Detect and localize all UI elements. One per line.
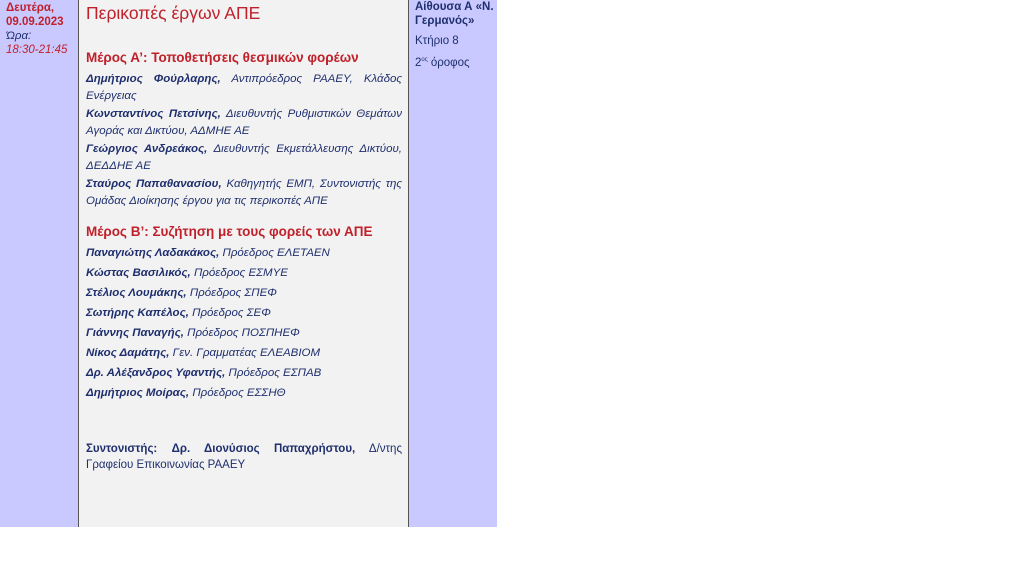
floor-suffix: ος [421,57,428,63]
part-b-title: Μέρος Β’: Συζήτηση με τους φορείς των ΑΠΕ [86,224,373,239]
speaker-role: Πρόεδρος ΕΣΠΑΒ [228,367,322,379]
speaker-item [86,176,402,209]
venue-room: Αίθουσα Α «Ν. Γερμανός» [415,1,494,27]
date-date: 09.09.2023 [6,16,64,28]
speaker-role: Αντιπρόεδρος ΡΑΑΕΥ, Κλάδος Ενέργειας [86,73,402,102]
speaker-role: Πρόεδρος ΕΣΜΥΕ [193,267,288,279]
speaker-item [86,106,402,139]
speaker-name: Γιάννης Παναγής, [86,327,184,339]
program-column [79,0,409,527]
speaker-role: Διευθυντής Εκμετάλλευσης Δικτύου, ΔΕΔΔΗΕ ΑΕ [86,143,402,172]
speaker-role: Γεν. Γραμματέας ΕΛΕΑΒΙΟΜ [172,347,321,359]
time-label: Ώρα: [6,30,32,42]
moderator-label: Συντονιστής: [86,442,158,455]
schedule-table [0,0,497,527]
speaker-name: Σταύρος Παπαθανασίου, [86,178,222,190]
part-b-speakers [86,245,402,402]
floor-label: όροφος [430,56,470,69]
speaker-item [86,71,402,104]
speaker-item [86,385,402,402]
speaker-role: Διευθυντής Ρυθμιστικών Θεμάτων Αγοράς και Δικτύου, ΑΔΜΗΕ ΑΕ [86,108,402,137]
time-value: 18:30-21:45 [6,44,68,56]
speaker-name: Δημήτριος Μοίρας, [86,387,190,399]
speaker-name: Στέλιος Λουμάκης, [86,287,187,299]
speaker-item [86,285,402,302]
speaker-role: Πρόεδρος ΠΟΣΠΗΕΦ [187,327,300,339]
speaker-name: Νίκος Δαμάτης, [86,347,170,359]
speaker-item [86,345,402,362]
speaker-name: Δρ. Αλέξανδρος Υφαντής, [86,367,226,379]
speaker-item [86,325,402,342]
speaker-role: Καθηγητής ΕΜΠ, Συντονιστής της Ομάδας Διοίκησης έργου για τις περικοπές ΑΠΕ [86,178,402,207]
speaker-item [86,305,402,322]
speaker-name: Σωτήρης Καπέλος, [86,307,189,319]
venue-building: Κτήριο 8 [415,35,459,47]
speaker-name: Κωνσταντίνος Πετσίνης, [86,108,221,120]
speaker-item [86,365,402,382]
moderator-role: Δ/ντης Γραφείου Επικοινωνίας ΡΑΑΕΥ [86,442,402,471]
session-title: Περικοπές έργων ΑΠΕ [86,3,261,23]
speaker-item [86,245,402,262]
part-a-section [86,49,402,209]
speaker-item [86,141,402,174]
speaker-name: Παναγιώτης Λαδακάκος, [86,247,220,259]
speaker-name: Δημήτριος Φούρλαρης, [86,73,221,85]
date-column [0,0,79,527]
date-day: Δευτέρα, [6,2,55,14]
speaker-role: Πρόεδρος ΣΕΦ [192,307,271,319]
part-b-section [86,223,402,402]
speaker-name: Γεώργιος Ανδρεάκος, [86,143,208,155]
part-a-speakers [86,71,402,209]
speaker-role: Πρόεδρος ΕΛΕΤΑΕΝ [222,247,330,259]
moderator-block [86,441,402,474]
venue-column [409,0,497,527]
moderator-name: Δρ. Διονύσιος Παπαχρήστου, [171,442,356,455]
speaker-role: Πρόεδρος ΣΠΕΦ [189,287,277,299]
speaker-role: Πρόεδρος ΕΣΣΗΘ [192,387,286,399]
part-a-title: Μέρος Α’: Τοποθετήσεις θεσμικών φορέων [86,50,359,65]
venue-floor [415,53,497,70]
speaker-name: Κώστας Βασιλικός, [86,267,191,279]
floor-number: 2 [415,56,422,69]
speaker-item [86,265,402,282]
